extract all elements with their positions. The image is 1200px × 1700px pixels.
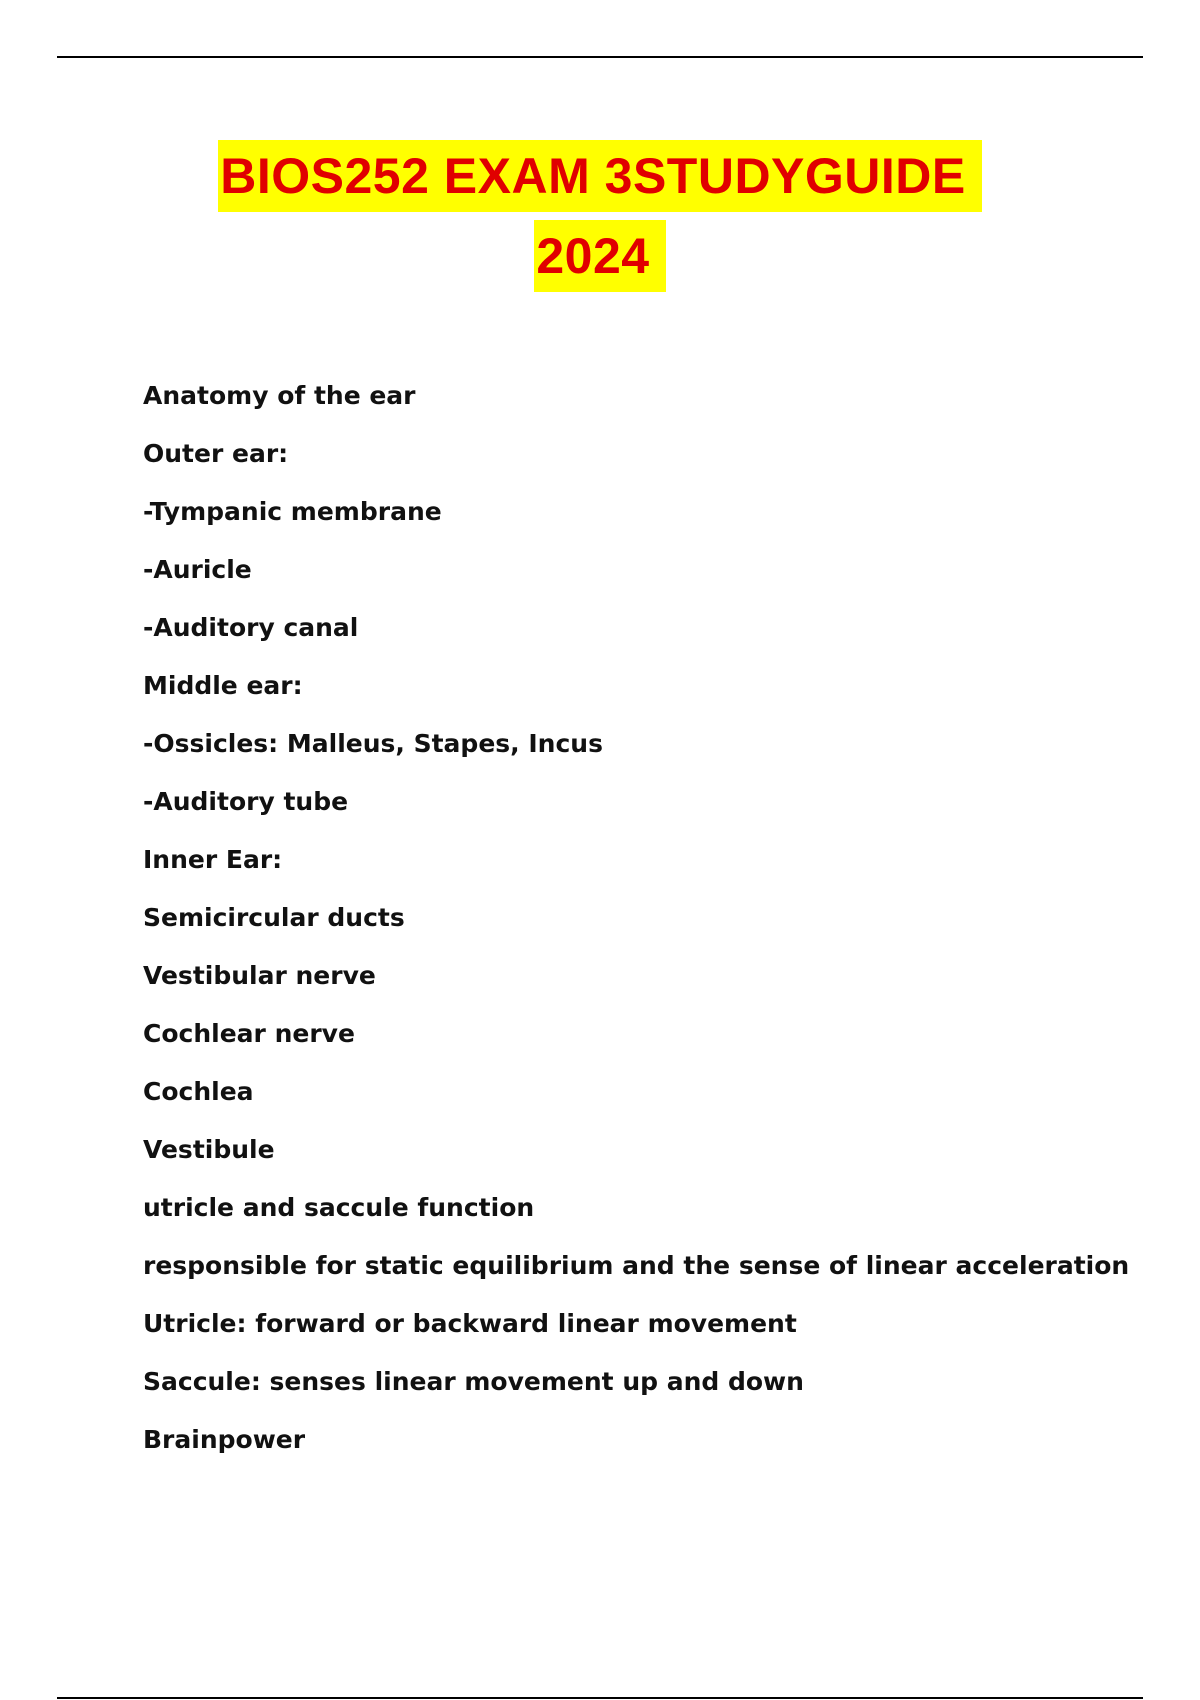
content-line: -Auricle (143, 555, 252, 584)
document-title (0, 140, 1200, 300)
content-line: Inner Ear: (143, 845, 283, 874)
study-guide-content (143, 367, 1143, 1469)
content-line: Saccule: senses linear movement up and down (143, 1367, 804, 1396)
content-line: Cochlear nerve (143, 1019, 355, 1048)
title-line-1: BIOS252 EXAM 3STUDYGUIDE (218, 140, 982, 212)
content-line: Vestibular nerve (143, 961, 376, 990)
content-line: responsible for static equilibrium and the sense of linear acceleration (143, 1251, 1130, 1280)
bottom-rule (57, 1697, 1143, 1699)
content-line: -Auditory canal (143, 613, 359, 642)
content-line: Vestibule (143, 1135, 275, 1164)
content-line: -Ossicles: Malleus, Stapes, Incus (143, 729, 603, 758)
content-line: -Tympanic membrane (143, 497, 442, 526)
content-line: Anatomy of the ear (143, 381, 416, 410)
top-rule (57, 56, 1143, 58)
content-line: Semicircular ducts (143, 903, 405, 932)
content-line: Utricle: forward or backward linear movement (143, 1309, 797, 1338)
content-line: Cochlea (143, 1077, 254, 1106)
title-line-2: 2024 (534, 220, 665, 292)
content-line: -Auditory tube (143, 787, 349, 816)
content-line: Outer ear: (143, 439, 289, 468)
content-line: Middle ear: (143, 671, 303, 700)
content-line: Brainpower (143, 1425, 306, 1454)
content-line: utricle and saccule function (143, 1193, 535, 1222)
